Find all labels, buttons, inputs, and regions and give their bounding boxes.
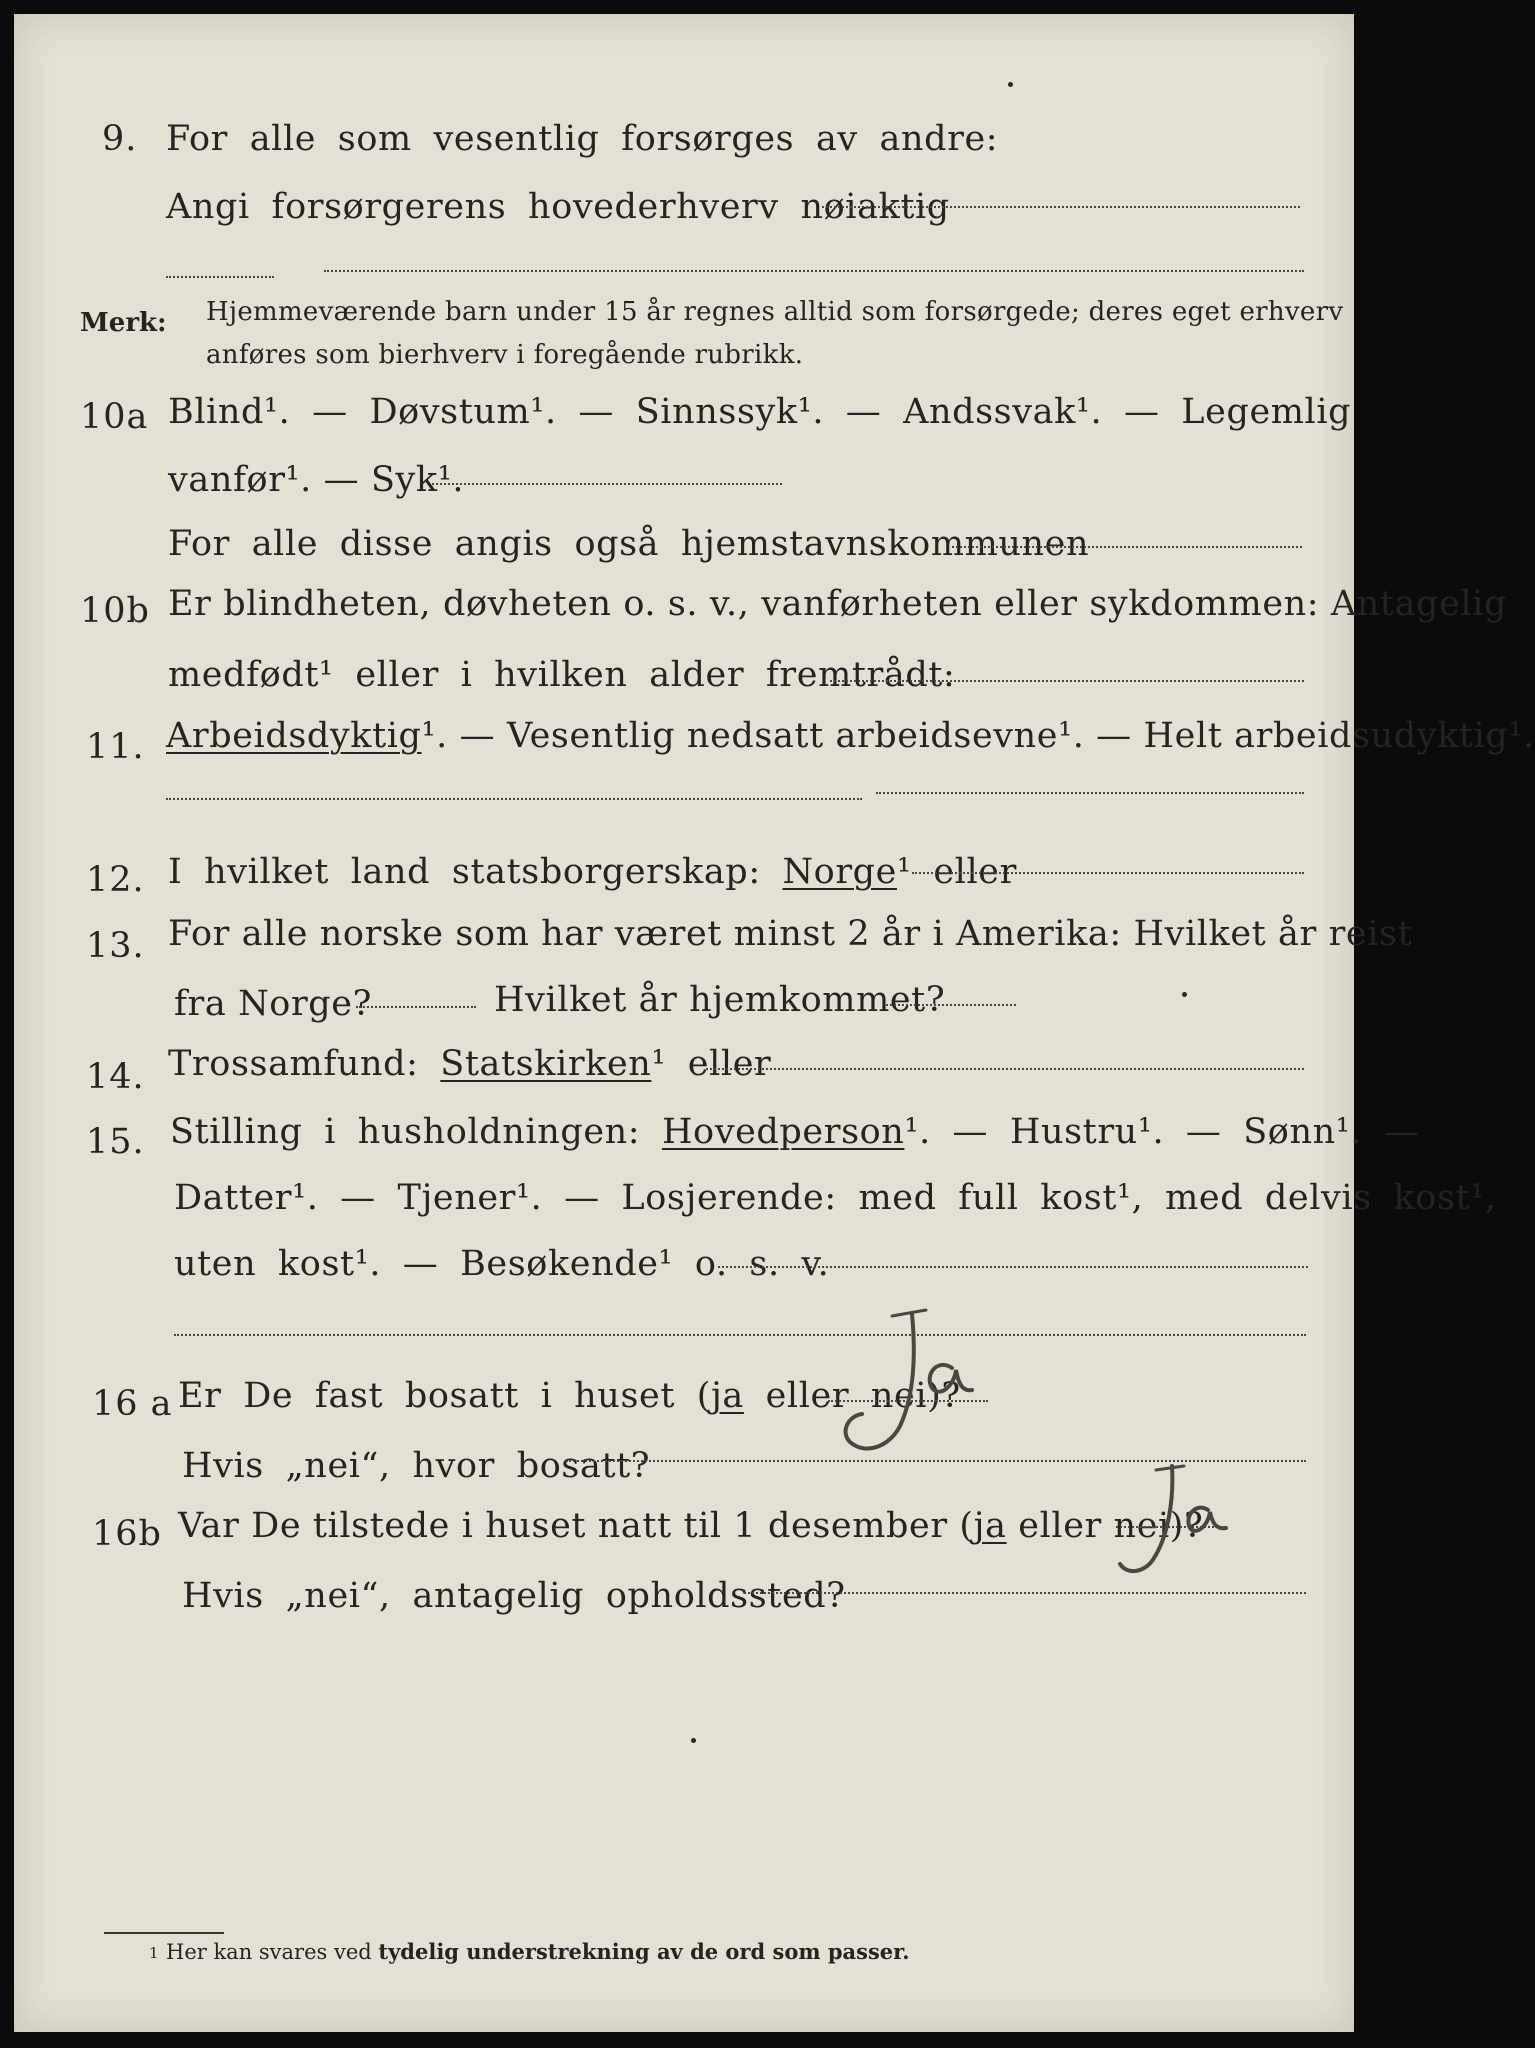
note-label: Merk:: [80, 308, 167, 338]
question-10a-hometown-answer-line[interactable]: [952, 546, 1302, 548]
question-13-number: 13.: [86, 926, 145, 966]
note-text-line-2: anføres som bierhverv i foregående rubrikk.: [206, 340, 804, 370]
question-9-text: For alle som vesentlig forsørges av andre:: [166, 119, 999, 159]
question-14-number: 14.: [86, 1057, 145, 1097]
question-16b-subtext: Hvis „nei“, antagelig opholdssted?: [182, 1576, 846, 1616]
question-13-text: For alle norske som har været minst 2 år i Amerika: Hvilket år reist: [168, 914, 1413, 954]
question-15-subtext-2: uten kost¹. — Besøkende¹ o. s. v.: [174, 1244, 830, 1284]
question-12-underlined-answer: Norge: [782, 852, 897, 892]
question-15-subtext-1: Datter¹. — Tjener¹. — Losjerende: med full kost¹, med delvis kost¹,: [174, 1178, 1497, 1218]
question-16b-number: 16b: [92, 1514, 162, 1554]
question-10b-number: 10b: [80, 591, 150, 631]
question-14-text: Trossamfund: Statskirken¹ eller: [168, 1044, 772, 1084]
question-11-answer-line-b[interactable]: [876, 792, 1304, 794]
question-9-answer-line[interactable]: [822, 206, 1300, 208]
question-16a-subtext: Hvis „nei“, hvor bosatt?: [182, 1446, 651, 1486]
question-15-answer-line[interactable]: [718, 1266, 1308, 1268]
question-9-subtext: Angi forsørgerens hovederhverv nøiaktig: [166, 187, 950, 227]
question-10a-hometown-text: For alle disse angis også hjemstavnskommunen: [168, 524, 1090, 564]
question-10b-subtext: medfødt¹ eller i hvilken alder fremtrådt:: [168, 655, 956, 695]
footnote-text: Her kan svares ved tydelig understrekning av de ord som passer.: [166, 1939, 910, 1964]
question-10b-text: Er blindheten, døvheten o. s. v., vanførheten eller sykdommen: Antagelig: [168, 584, 1507, 624]
ink-speck: [1008, 82, 1013, 87]
question-16b-underlined-answer: ja: [973, 1506, 1007, 1546]
question-10b-answer-line[interactable]: [830, 680, 1304, 682]
question-15-number: 15.: [86, 1122, 145, 1162]
footnote-marker: 1: [149, 1944, 159, 1962]
question-12-text: I hvilket land statsborgerskap: Norge¹ eller: [168, 852, 1017, 892]
question-13-return-answer-line[interactable]: [886, 1004, 1016, 1006]
question-16a-number: 16 a: [92, 1384, 173, 1424]
footnote-rule: [104, 1932, 224, 1934]
question-15-underlined-answer: Hovedperson: [661, 1112, 905, 1152]
ink-speck: [691, 1738, 696, 1743]
question-13-departure-answer-line[interactable]: [356, 1006, 476, 1008]
census-form-page: [14, 14, 1535, 2032]
question-14-underlined-answer: Statskirken: [440, 1044, 652, 1084]
question-13-departure-label: fra Norge?: [174, 984, 372, 1024]
question-9-answer-line-2a[interactable]: [166, 276, 274, 278]
ink-speck: [1182, 992, 1187, 997]
question-10a-text: Blind¹. — Døvstum¹. — Sinnssyk¹. — Andssvak¹. — Legemlig: [168, 392, 1352, 432]
question-11-text: Arbeidsdyktig¹. — Vesentlig nedsatt arbeidsevne¹. — Helt arbeidsudyktig¹.: [166, 716, 1535, 756]
note-text-line-1: Hjemmeværende barn under 15 år regnes alltid som forsørgede; deres eget erhverv: [206, 297, 1344, 327]
question-16a-underlined-answer: ja: [710, 1376, 744, 1416]
handwritten-answer-16b: [1084, 1454, 1234, 1604]
question-15-answer-line-2[interactable]: [174, 1334, 1306, 1336]
question-10a-subtext: vanfør¹. — Syk¹.: [168, 460, 465, 500]
question-10a-answer-line[interactable]: [432, 483, 782, 485]
question-13-return-label: Hvilket år hjemkommet?: [494, 980, 946, 1020]
question-9-number: 9.: [102, 119, 138, 159]
question-16a-text: Er De fast bosatt i huset (ja eller nei)?: [178, 1376, 961, 1416]
question-12-number: 12.: [86, 860, 145, 900]
handwritten-answer-16a: [814, 1296, 994, 1471]
question-14-answer-line[interactable]: [706, 1068, 1304, 1070]
question-9-answer-line-2b[interactable]: [324, 270, 1304, 272]
question-16b-text: Var De tilstede i huset natt til 1 desember (ja eller nei)?: [178, 1506, 1204, 1546]
question-11-underlined-answer: Arbeidsdyktig: [166, 716, 422, 756]
question-10a-number: 10a: [80, 397, 149, 437]
question-12-answer-line[interactable]: [912, 872, 1304, 874]
question-15-text: Stilling i husholdningen: Hovedperson¹. — Hustru¹. — Sønn¹. —: [170, 1112, 1420, 1152]
question-11-answer-line-a[interactable]: [166, 798, 862, 800]
question-11-number: 11.: [86, 727, 145, 767]
